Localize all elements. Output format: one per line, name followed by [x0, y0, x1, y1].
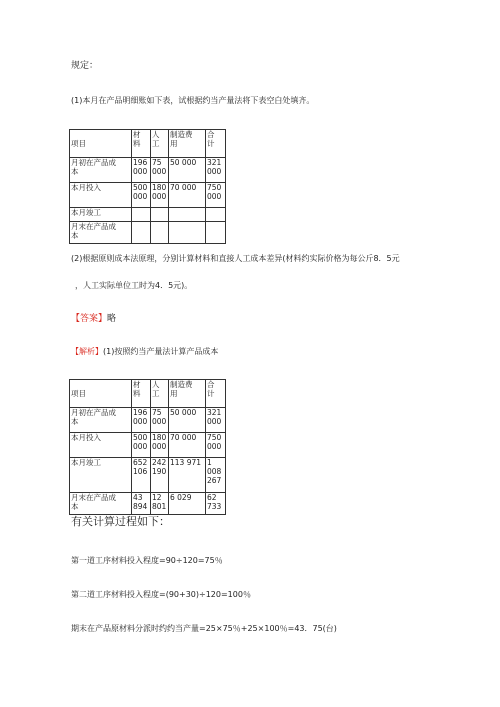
- cell-text-line: 50 000: [170, 158, 197, 167]
- cell-text-line: 70 000: [170, 433, 197, 442]
- cell-text-line: 制造费: [170, 130, 193, 139]
- table-cell: [169, 183, 206, 208]
- table-cell: [169, 433, 206, 458]
- table-cell: [132, 183, 151, 208]
- cell-text-line: 合: [207, 130, 215, 139]
- table-cell: [70, 183, 132, 208]
- cell-text-line: 计: [207, 139, 215, 148]
- cell-text-line: 242: [152, 458, 167, 467]
- cost-table-2: [69, 379, 226, 515]
- table-cell: [70, 408, 132, 433]
- cell-text-line: 工: [152, 389, 160, 398]
- table-cell: [169, 493, 206, 515]
- cell-text-line: 本月投入: [71, 183, 101, 192]
- table-cell: [169, 408, 206, 433]
- cell-text-line: 本月竣工: [71, 208, 101, 217]
- cell-text-line: 267: [207, 476, 222, 485]
- cell-text-line: 用: [170, 139, 178, 148]
- cell-text-line: 月末在产品成: [71, 493, 116, 502]
- cell-text-line: 000: [152, 167, 167, 176]
- table-header-row: [70, 130, 226, 158]
- cell-text-line: 本: [71, 502, 79, 511]
- table-cell: [151, 493, 169, 515]
- cell-text-line: 894: [133, 502, 148, 511]
- table-row: [70, 493, 226, 515]
- cell-text-line: 本: [71, 167, 79, 176]
- table-cell: [169, 222, 206, 244]
- table-header-cell: [70, 130, 132, 158]
- table-row: [70, 183, 226, 208]
- cell-text-line: 本月投入: [71, 433, 101, 442]
- table-cell: [132, 493, 151, 515]
- table-row: [70, 222, 226, 244]
- cell-text-line: 料: [133, 389, 141, 398]
- cell-text-line: 本: [71, 417, 79, 426]
- cell-text-line: 合: [207, 380, 215, 389]
- cell-text-line: 12: [152, 493, 162, 502]
- cell-text-line: 000: [207, 417, 222, 426]
- calc-line-2: 第二道工序材料投入程度=(90+30)÷120=100％: [71, 590, 251, 599]
- cell-text-line: 75: [152, 158, 162, 167]
- cell-text-line: 733: [207, 502, 222, 511]
- table-cell: [132, 458, 151, 493]
- table-cell: [132, 208, 151, 222]
- cell-text-line: 180: [152, 183, 167, 192]
- cell-text-line: 750: [207, 183, 222, 192]
- table-header-cell: [206, 130, 226, 158]
- answer-line: [71, 314, 116, 325]
- table-row: [70, 208, 226, 222]
- cell-text-line: 000: [133, 167, 148, 176]
- cell-text-line: 43: [133, 493, 143, 502]
- cell-text-line: 000: [152, 192, 167, 201]
- cell-text-line: 工: [152, 139, 160, 148]
- cell-text-line: 652: [133, 458, 148, 467]
- cell-text-line: 000: [133, 417, 148, 426]
- table-cell: [206, 158, 226, 183]
- table-header-cell: [132, 380, 151, 408]
- table-cell: [169, 458, 206, 493]
- cell-text-line: 月末在产品成: [71, 222, 116, 231]
- table-cell: [206, 408, 226, 433]
- table-cell: [206, 433, 226, 458]
- cell-text-line: 70 000: [170, 183, 197, 192]
- cell-text-line: 180: [152, 433, 167, 442]
- question-2: (2)根据原则成本法原理，分别计算材料和直接人工成本差异(材料约实际价格为每公斤8．5元: [71, 254, 400, 263]
- cell-text-line: 500: [133, 433, 148, 442]
- table-cell: [132, 433, 151, 458]
- table-header-row: [70, 380, 226, 408]
- table-cell: [132, 222, 151, 244]
- table-row: [70, 408, 226, 433]
- table-cell: [151, 222, 169, 244]
- cell-text-line: 000: [133, 192, 148, 201]
- calc-line-3: 期末在产品原材料分派时约约当产量=25×75％+25×100％=43．75(台): [71, 624, 337, 633]
- cell-text-line: 月初在产品成: [71, 408, 116, 417]
- cell-text-line: 500: [133, 183, 148, 192]
- cell-text-line: 801: [152, 502, 167, 511]
- cell-text-line: 50 000: [170, 408, 197, 417]
- table-cell: [206, 183, 226, 208]
- rule-label: 规定：: [71, 61, 99, 71]
- table-cell: [70, 433, 132, 458]
- table-header-cell: [169, 130, 206, 158]
- table-cell: [132, 158, 151, 183]
- table-cell: [206, 493, 226, 515]
- answer-text: 略: [107, 314, 117, 324]
- cell-text-line: 750: [207, 433, 222, 442]
- table-header-cell: [206, 380, 226, 408]
- table-cell: [70, 208, 132, 222]
- table-cell: [70, 222, 132, 244]
- cell-text-line: 75: [152, 408, 162, 417]
- answer-tag: 【答案】: [71, 314, 108, 324]
- table-cell: [70, 158, 132, 183]
- cell-text-line: 项目: [71, 139, 86, 148]
- cell-text-line: 人: [152, 130, 160, 139]
- table-header-cell: [151, 130, 169, 158]
- cell-text-line: 制造费: [170, 380, 193, 389]
- cell-text-line: 196: [133, 408, 148, 417]
- cell-text-line: 6 029: [170, 493, 192, 502]
- table-cell: [70, 493, 132, 515]
- table-cell: [151, 408, 169, 433]
- table-cell: [169, 208, 206, 222]
- cell-text-line: 000: [133, 442, 148, 451]
- cell-text-line: 000: [207, 192, 222, 201]
- table-cell: [169, 158, 206, 183]
- cell-text-line: 321: [207, 158, 222, 167]
- cell-text-line: 190: [152, 467, 167, 476]
- cell-text-line: 008: [207, 467, 222, 476]
- cell-text-line: 本月竣工: [71, 458, 101, 467]
- cell-text-line: 计: [207, 389, 215, 398]
- analysis-tag: 【解析】: [71, 347, 103, 356]
- cost-table-1: [69, 129, 226, 244]
- cell-text-line: 用: [170, 389, 178, 398]
- table-header-cell: [169, 380, 206, 408]
- cell-text-line: 321: [207, 408, 222, 417]
- table-cell: [151, 433, 169, 458]
- table-row: [70, 433, 226, 458]
- calc-intro: 有关计算过程如下：: [71, 515, 170, 528]
- cell-text-line: 106: [133, 467, 148, 476]
- table-cell: [151, 458, 169, 493]
- table-header-cell: [132, 130, 151, 158]
- cell-text-line: 1: [207, 458, 212, 467]
- cell-text-line: 本: [71, 231, 79, 240]
- cell-text-line: 000: [207, 442, 222, 451]
- analysis-line: [71, 347, 218, 357]
- cell-text-line: 000: [152, 417, 167, 426]
- cell-text-line: 113 971: [170, 458, 202, 467]
- table-cell: [70, 458, 132, 493]
- cell-text-line: 62: [207, 493, 217, 502]
- table-cell: [206, 208, 226, 222]
- table-header-cell: [151, 380, 169, 408]
- table-header-cell: [70, 380, 132, 408]
- cell-text-line: 项目: [71, 389, 86, 398]
- table-cell: [132, 408, 151, 433]
- cell-text-line: 材: [133, 380, 141, 389]
- question-2-continued: ，人工实际单位工时为4．5元)。: [75, 281, 193, 290]
- cell-text-line: 材: [133, 130, 141, 139]
- cell-text-line: 料: [133, 139, 141, 148]
- calc-line-1: 第一道工序材料投入程度=90÷120=75％: [71, 556, 223, 565]
- cell-text-line: 人: [152, 380, 160, 389]
- table-cell: [206, 458, 226, 493]
- question-1: (1)本月在产品明细账如下表，试根据约当产量法将下表空白处填齐。: [71, 96, 315, 105]
- table-cell: [151, 183, 169, 208]
- cell-text-line: 000: [207, 167, 222, 176]
- cell-text-line: 月初在产品成: [71, 158, 116, 167]
- analysis-text: (1)按照约当产量法计算产品成本: [103, 347, 219, 356]
- table-row: [70, 458, 226, 493]
- table-cell: [151, 208, 169, 222]
- table-row: [70, 158, 226, 183]
- table-cell: [151, 158, 169, 183]
- cell-text-line: 000: [152, 442, 167, 451]
- table-cell: [206, 222, 226, 244]
- cell-text-line: 196: [133, 158, 148, 167]
